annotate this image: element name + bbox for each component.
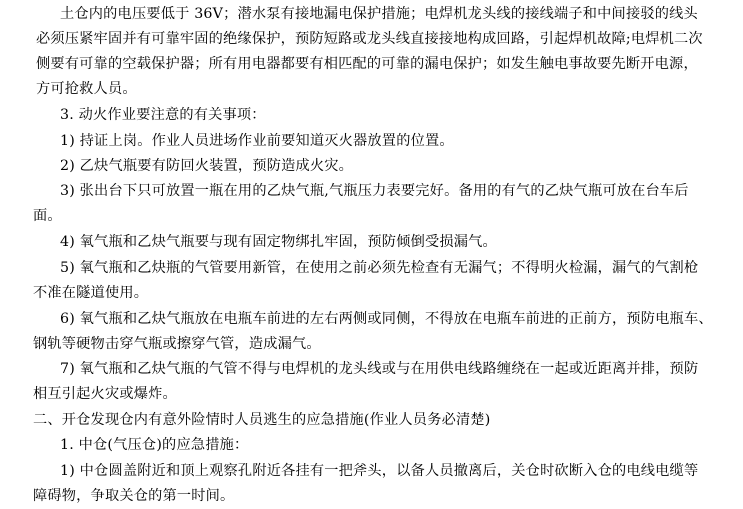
list-item: 6) 氧气瓶和乙炔气瓶放在电瓶车前进的左右两侧或同侧，不得放在电瓶车前进的正前方，预防电瓶车、 [60,311,713,327]
paragraph-line: 面。 [33,208,62,224]
list-item: 5) 氧气瓶和乙炔瓶的气管要用新管，在使用之前必须先检查有无漏气；不得明火检漏，漏气的气割枪 [60,260,699,276]
paragraph-line: 相互引起火灾或爆炸。 [33,386,177,402]
paragraph-line: 障碍物，争取关仓的第一时间。 [33,488,235,504]
list-item: 4) 氧气瓶和乙炔气瓶要与现有固定物绑扎牢固，预防倾倒受损漏气。 [60,234,497,250]
paragraph-line: 方可抢救人员。 [36,81,137,97]
list-item: 7) 氧气瓶和乙炔气瓶的气管不得与电焊机的龙头线或与在用供电线路缠绕在一起或近距离并排，预防 [60,361,699,377]
list-item: 2) 乙炔气瓶要有防回火装置，预防造成火灾。 [60,158,354,174]
section-heading: 二、开仓发现仓内有意外险情时人员逃生的应急措施(作业人员务必清楚) [33,412,491,428]
paragraph-line: 必须压紧牢固并有可靠牢固的绝缘保护，预防短路或龙头线直接接地构成回路，引起焊机故障;电焊机二次 [36,31,703,47]
list-item: 3) 张出台下只可放置一瓶在用的乙炔气瓶,气瓶压力表要完好。备用的有气的乙炔气瓶可放在台车后 [60,183,689,199]
list-item: 1) 中仓圆盖附近和顶上观察孔附近各挂有一把斧头，以备人员撤离后，关仓时砍断入仓的电线电缆等 [60,463,699,479]
paragraph-line: 不准在隧道使用。 [33,285,149,301]
list-item: 1) 持证上岗。作业人员进场作业前要知道灭火器放置的位置。 [60,133,454,149]
section-heading: 3. 动火作业要注意的有关事项： [60,107,266,123]
paragraph-line: 钢轨等硬物击穿气瓶或擦穿气管，造成漏气。 [33,336,321,352]
paragraph-line: 土仓内的电压要低于 36V；潜水泵有接地漏电保护措施；电焊机龙头线的接线端子和中间接驳的线头 [60,6,698,22]
subsection-heading: 1. 中仓(气压仓)的应急措施： [60,437,249,453]
paragraph-line: 侧要有可靠的空载保护器；所有用电器都要有相匹配的可靠的漏电保护；如发生触电事故要先断开电源， [36,56,698,72]
